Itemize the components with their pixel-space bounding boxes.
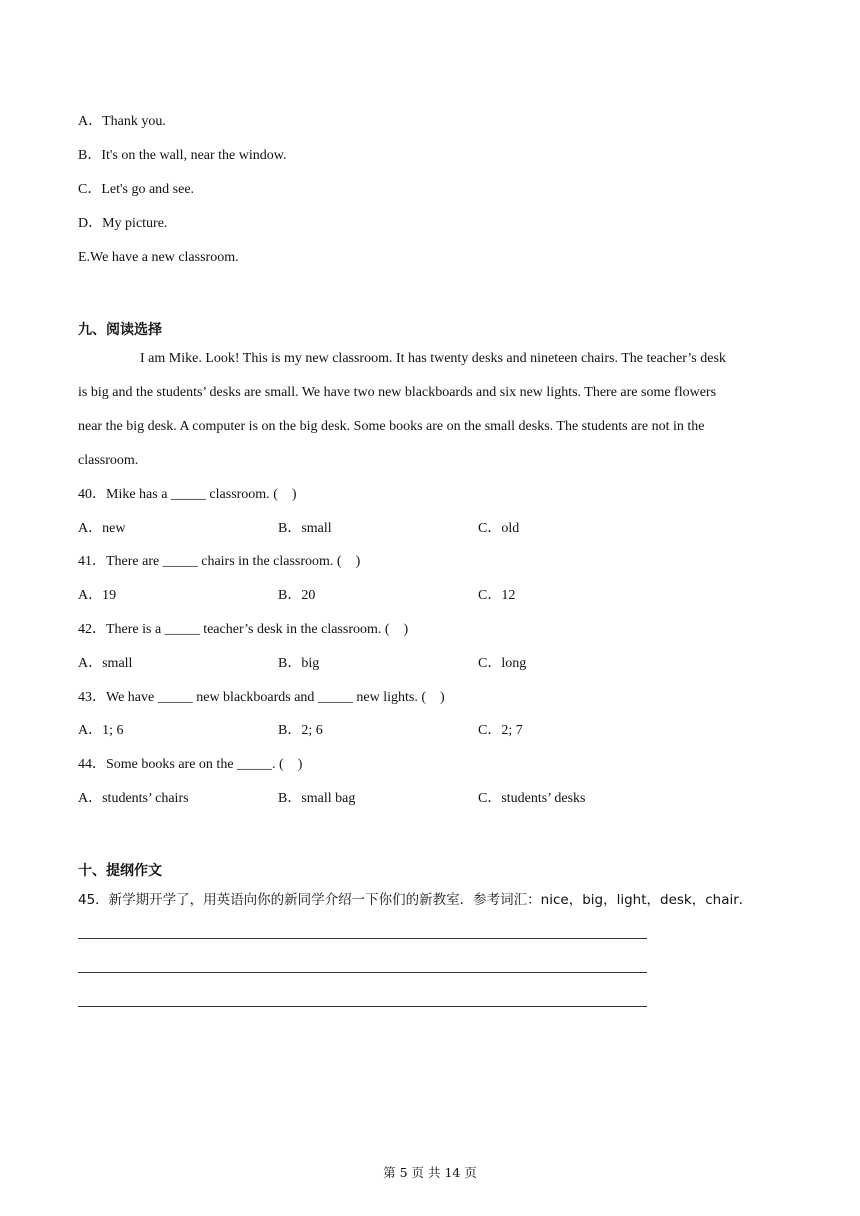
question-45-prompt: 45．新学期开学了，用英语向你的新同学介绍一下你们的新教室．参考词汇：nice，big，light，desk，chair． — [78, 892, 753, 908]
question-43-stem: 43．We have _____ new blackboards and _____ new lights. ( ) — [78, 690, 445, 705]
question-40-option-c: C．old — [478, 521, 520, 536]
question-43-option-c: C．2; 7 — [478, 723, 523, 738]
passage-line-3: near the big desk. A computer is on the big desk. Some books are on the small desks. The students are not in the — [78, 419, 705, 434]
question-40-stem: 40．Mike has a _____ classroom. ( ) — [78, 487, 297, 502]
passage-line-2: is big and the students’ desks are small. We have two new blackboards and six new lights. There are some flowers — [78, 385, 717, 400]
question-44-stem: 44．Some books are on the _____. ( ) — [78, 757, 303, 772]
question-43-option-a: A．1; 6 — [78, 723, 124, 738]
question-42-option-a: A．small — [78, 656, 133, 671]
prev-option-d: D．My picture. — [78, 216, 168, 231]
question-40-option-a: A．new — [78, 521, 126, 536]
question-41-option-b: B．20 — [278, 588, 316, 603]
question-44-option-b: B．small bag — [278, 791, 356, 806]
passage-line-1: I am Mike. Look! This is my new classroom. It has twenty desks and nineteen chairs. The teacher’s desk — [140, 351, 726, 366]
question-42-option-c: C．long — [478, 656, 527, 671]
prev-option-a: A．Thank you. — [78, 114, 166, 129]
question-42-option-b: B．big — [278, 656, 320, 671]
question-44-option-a: A．students’ chairs — [78, 791, 189, 806]
answer-line-1[interactable] — [78, 938, 647, 939]
prev-option-c: C．Let's go and see. — [78, 182, 195, 197]
question-43-option-b: B．2; 6 — [278, 723, 323, 738]
page-footer: 第 5 页 共 14 页 — [383, 1165, 477, 1180]
question-41-stem: 41．There are _____ chairs in the classroom. ( ) — [78, 554, 361, 569]
question-44-option-c: C．students’ desks — [478, 791, 586, 806]
question-42-stem: 42．There is a _____ teacher’s desk in the classroom. ( ) — [78, 622, 409, 637]
prev-option-b: B．It's on the wall, near the window. — [78, 148, 287, 163]
prev-option-e: E.We have a new classroom. — [78, 250, 239, 265]
answer-line-3[interactable] — [78, 1006, 647, 1007]
question-41-option-c: C．12 — [478, 588, 516, 603]
answer-line-2[interactable] — [78, 972, 647, 973]
question-40-option-b: B．small — [278, 521, 332, 536]
question-41-option-a: A．19 — [78, 588, 117, 603]
passage-line-4: classroom. — [78, 453, 139, 468]
section-10-heading: 十、提纲作文 — [78, 863, 162, 879]
section-9-heading: 九、阅读选择 — [78, 322, 162, 338]
